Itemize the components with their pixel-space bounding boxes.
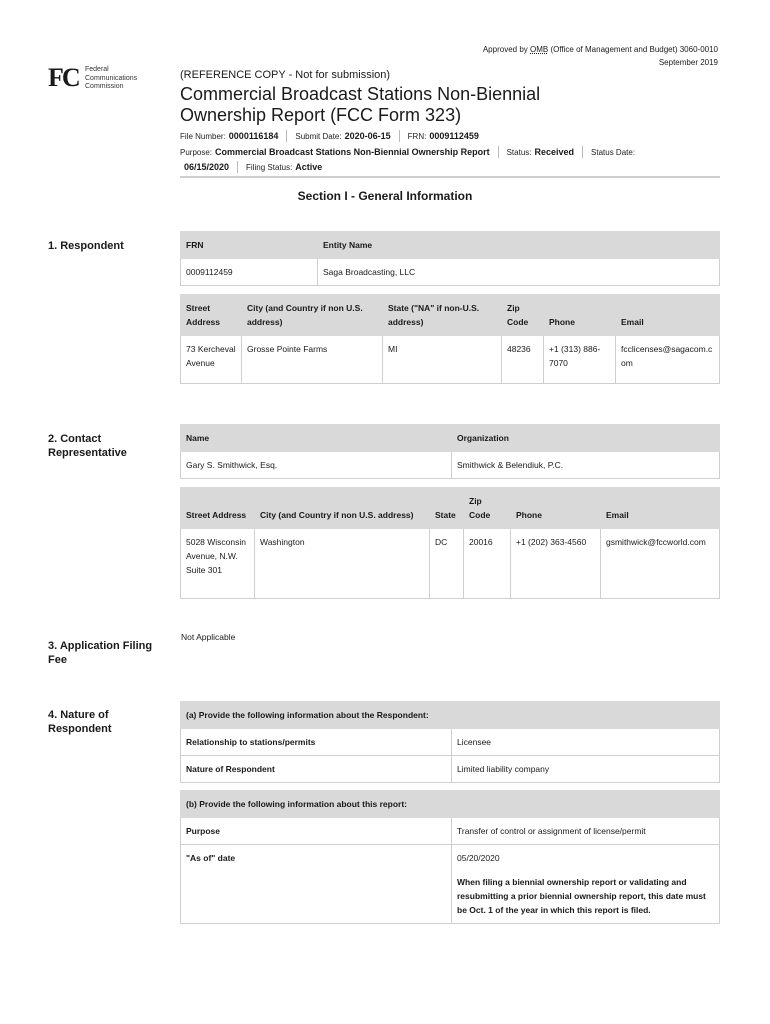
frn-label: FRN: bbox=[407, 131, 427, 141]
approved-suffix: (Office of Management and Budget) 3060-0010 bbox=[550, 45, 718, 54]
divider bbox=[399, 130, 400, 142]
table-cell: Washington bbox=[255, 529, 430, 599]
filing-fee-label: 3. Application Filing Fee bbox=[48, 640, 153, 666]
contact-id-table bbox=[180, 424, 720, 479]
fcc-logo bbox=[48, 64, 158, 94]
table-header: FRN bbox=[181, 232, 318, 259]
table-cell: +1 (202) 363-4560 bbox=[511, 529, 601, 599]
fcc-logo-mark: FC bbox=[48, 63, 79, 92]
table-header: Entity Name bbox=[318, 232, 720, 259]
agency-line-3: Commission bbox=[85, 83, 124, 90]
table-cell: Transfer of control or assignment of license/permit bbox=[452, 818, 720, 845]
status-value: Received bbox=[534, 147, 575, 157]
table-cell: Nature of Respondent bbox=[181, 756, 452, 783]
contact-label: 2. Contact Representative bbox=[48, 433, 127, 459]
agency-name bbox=[85, 66, 137, 92]
table-header: Zip Code bbox=[464, 488, 511, 529]
nature-label: 4. Nature of Respondent bbox=[48, 709, 112, 735]
meta-row-3 bbox=[184, 161, 322, 173]
submit-date: 2020-06-15 bbox=[344, 131, 391, 141]
respondent-label: 1. Respondent bbox=[48, 240, 124, 252]
file-number-label: File Number: bbox=[180, 131, 226, 141]
filing-fee-value: Not Applicable bbox=[181, 632, 236, 642]
table-cell: 73 Kercheval Avenue bbox=[181, 336, 242, 384]
table-header: Zip Code bbox=[502, 295, 544, 336]
respondent-id-table bbox=[180, 231, 720, 286]
section-title: Section I - General Information bbox=[297, 189, 473, 203]
table-cell: Gary S. Smithwick, Esq. bbox=[181, 452, 452, 479]
table-header: Phone bbox=[511, 488, 601, 529]
table-cell: Limited liability company bbox=[452, 756, 720, 783]
agency-line-1: Federal bbox=[85, 66, 109, 73]
purpose-value: Commercial Broadcast Stations Non-Biennial Ownership Report bbox=[215, 147, 490, 157]
table-header: (a) Provide the following information about the Respondent: bbox=[181, 702, 720, 729]
contact-address-table bbox=[180, 487, 720, 599]
respondent-address-table bbox=[180, 294, 720, 384]
table-header: Email bbox=[601, 488, 720, 529]
form-title: Commercial Broadcast Stations Non-Biennial Ownership Report (FCC Form 323) bbox=[180, 84, 541, 125]
status-label: Status: bbox=[506, 147, 532, 157]
table-cell: "As of" date bbox=[181, 845, 452, 924]
table-cell: 48236 bbox=[502, 336, 544, 384]
table-header: State bbox=[430, 488, 464, 529]
as-of-date-cell bbox=[452, 845, 720, 924]
meta-row-1 bbox=[180, 130, 479, 142]
table-cell: Grosse Pointe Farms bbox=[242, 336, 383, 384]
file-number: 0000116184 bbox=[228, 131, 279, 141]
header-rule bbox=[180, 176, 720, 178]
filing-status-value: Active bbox=[295, 162, 323, 172]
table-cell: Purpose bbox=[181, 818, 452, 845]
divider bbox=[237, 161, 238, 173]
table-cell: MI bbox=[383, 336, 502, 384]
divider bbox=[582, 146, 583, 158]
table-cell: fcclicenses@sagacom.com bbox=[616, 336, 720, 384]
nature-respondent-table bbox=[180, 701, 720, 783]
reference-copy-note: (REFERENCE COPY - Not for submission) bbox=[180, 69, 391, 81]
omb-approval bbox=[483, 43, 718, 69]
table-header: City (and Country if non U.S. address) bbox=[255, 488, 430, 529]
omb-abbr: OMB bbox=[530, 45, 549, 54]
divider bbox=[286, 130, 287, 142]
table-header: Name bbox=[181, 425, 452, 452]
table-header: Email bbox=[616, 295, 720, 336]
table-cell: gsmithwick@fccworld.com bbox=[601, 529, 720, 599]
purpose-label: Purpose: bbox=[180, 147, 213, 157]
table-header: State ("NA" if non-U.S. address) bbox=[383, 295, 502, 336]
status-date-label: Status Date: bbox=[591, 147, 636, 157]
as-of-date-note: When filing a biennial ownership report or validating and resubmitting a prior biennial ownership report, this date must be Oct. 1 of the year in which this report is filed. bbox=[457, 877, 706, 915]
table-cell: Relationship to stations/permits bbox=[181, 729, 452, 756]
approval-date: September 2019 bbox=[658, 58, 718, 67]
table-header: Phone bbox=[544, 295, 616, 336]
table-header: (b) Provide the following information about this report: bbox=[181, 791, 720, 818]
table-cell: 0009112459 bbox=[181, 259, 318, 286]
table-header: Street Address bbox=[181, 295, 242, 336]
divider bbox=[498, 146, 499, 158]
meta-row-2 bbox=[180, 146, 635, 158]
agency-line-2: Communications bbox=[85, 74, 138, 82]
status-date-value: 06/15/2020 bbox=[184, 162, 230, 172]
table-cell: Smithwick & Belendiuk, P.C. bbox=[452, 452, 720, 479]
table-cell: DC bbox=[430, 529, 464, 599]
table-cell: 5028 Wisconsin Avenue, N.W. Suite 301 bbox=[181, 529, 255, 599]
table-header: Organization bbox=[452, 425, 720, 452]
table-cell: +1 (313) 886-7070 bbox=[544, 336, 616, 384]
table-cell: Licensee bbox=[452, 729, 720, 756]
table-cell: 20016 bbox=[464, 529, 511, 599]
filing-status-label: Filing Status: bbox=[246, 162, 293, 172]
submit-date-label: Submit Date: bbox=[295, 131, 342, 141]
table-cell: Saga Broadcasting, LLC bbox=[318, 259, 720, 286]
as-of-date-value: 05/20/2020 bbox=[457, 853, 500, 863]
approved-prefix: Approved by bbox=[482, 45, 528, 54]
table-header: City (and Country if non U.S. address) bbox=[242, 295, 383, 336]
frn-value: 0009112459 bbox=[429, 131, 479, 141]
nature-report-table bbox=[180, 790, 720, 924]
table-header: Street Address bbox=[181, 488, 255, 529]
